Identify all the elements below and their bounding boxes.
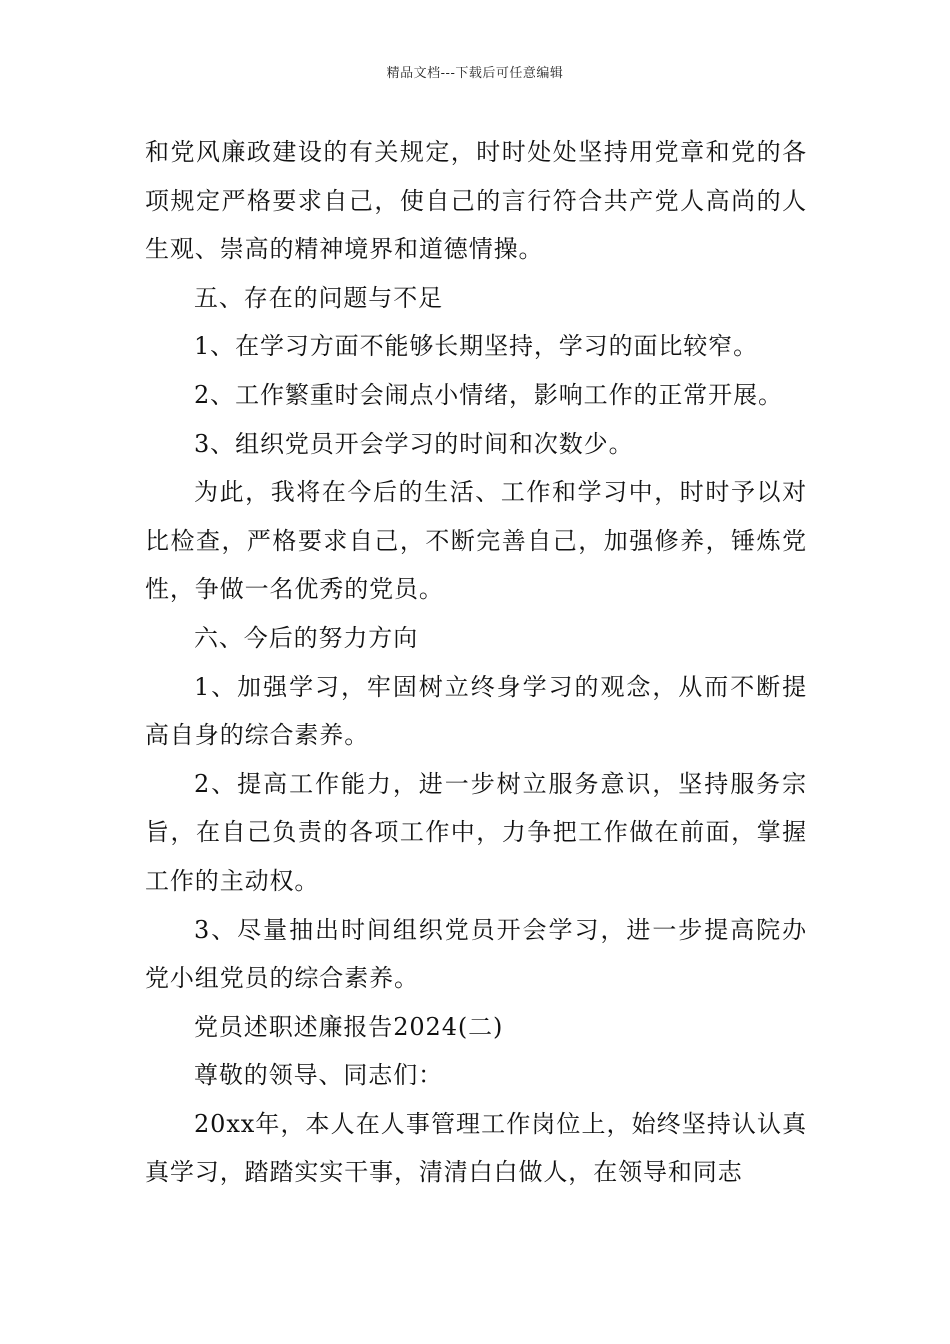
paragraph-intro: 20xx年，本人在人事管理工作岗位上，始终坚持认认真真学习，踏踏实实干事，清清白白做人，在领导和同志 xyxy=(145,1109,807,1187)
salutation: 尊敬的领导、同志们： xyxy=(194,1061,443,1090)
paragraph-direction-1: 1、加强学习，牢固树立终身学习的观念，从而不断提高自身的综合素养。 xyxy=(145,672,807,750)
report-title: 党员述职述廉报告2024(二) xyxy=(194,1012,504,1041)
paragraph-continuation: 和党风廉政建设的有关规定，时时处处坚持用党章和党的各项规定严格要求自己，使自己的言行符合共产党人高尚的人生观、崇高的精神境界和道德情操。 xyxy=(145,138,807,264)
paragraph-problem-1: 1、在学习方面不能够长期坚持，学习的面比较窄。 xyxy=(194,332,758,361)
paragraph-resolution: 为此，我将在今后的生活、工作和学习中，时时予以对比检查，严格要求自己，不断完善自己，加强修养，锤炼党性，争做一名优秀的党员。 xyxy=(145,478,807,604)
paragraph-problem-3: 3、组织党员开会学习的时间和次数少。 xyxy=(194,429,634,458)
page-header: 精品文档---下载后可任意编辑 xyxy=(386,66,564,81)
section-heading-direction: 六、今后的努力方向 xyxy=(194,623,419,652)
document-body xyxy=(145,128,807,1197)
section-heading-problems: 五、存在的问题与不足 xyxy=(194,283,443,312)
paragraph-problem-2: 2、工作繁重时会闹点小情绪，影响工作的正常开展。 xyxy=(194,380,783,409)
paragraph-direction-2: 2、提高工作能力，进一步树立服务意识，坚持服务宗旨，在自己负责的各项工作中，力争把工作做在前面，掌握工作的主动权。 xyxy=(145,769,807,895)
paragraph-direction-3: 3、尽量抽出时间组织党员开会学习，进一步提高院办党小组党员的综合素养。 xyxy=(145,915,807,993)
